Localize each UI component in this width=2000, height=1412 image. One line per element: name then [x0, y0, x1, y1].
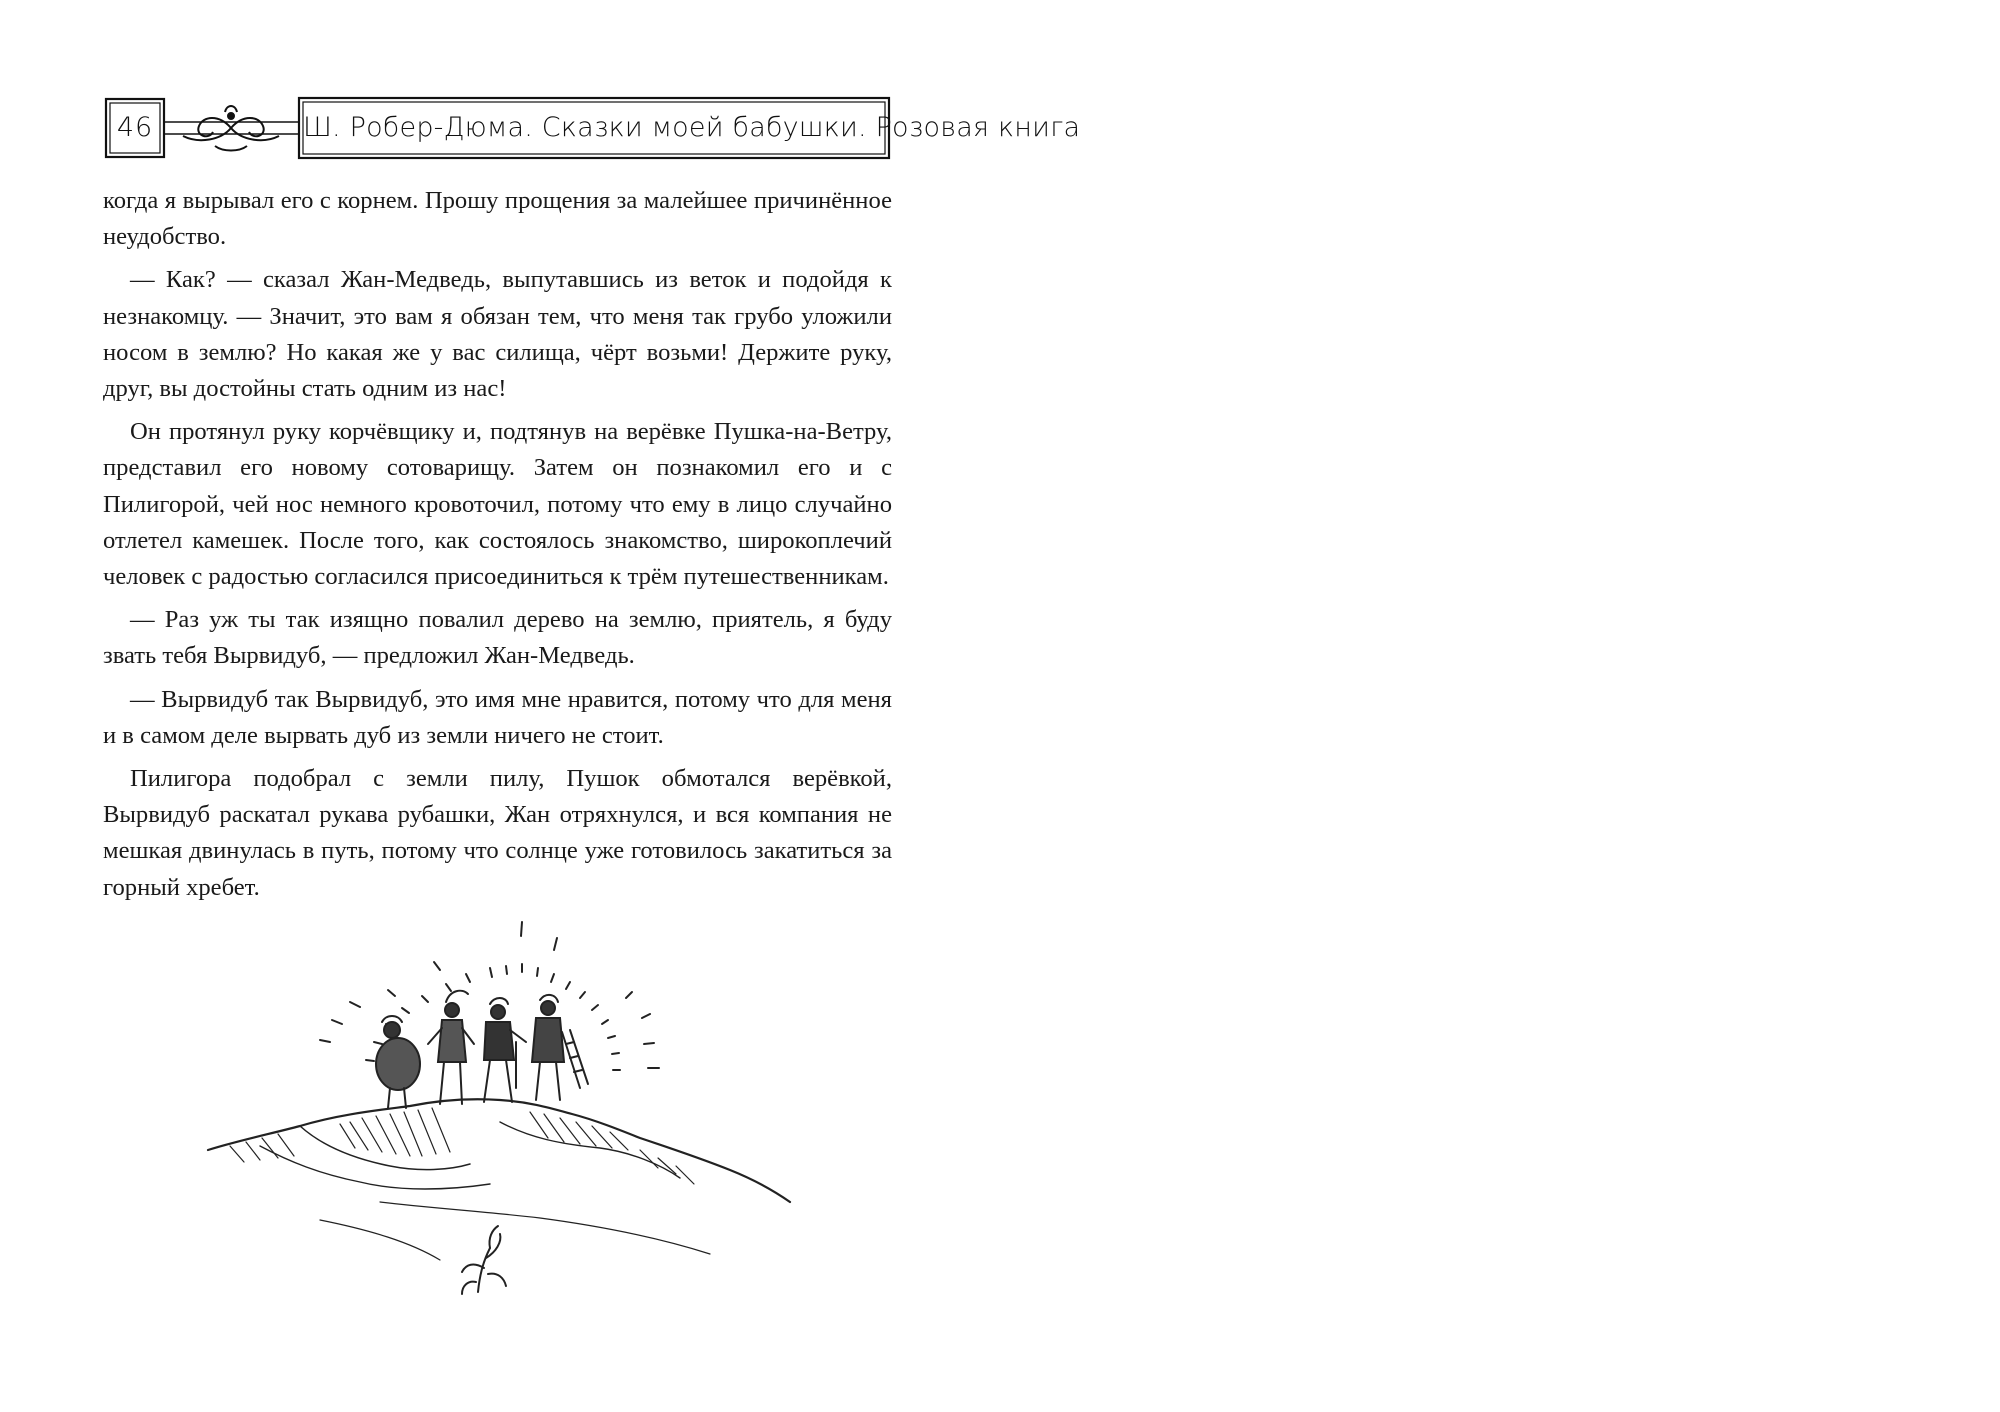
page-number: 46	[116, 112, 154, 143]
paragraph-3: Он протянул руку корчёвщику и, подтянув на верёвке Пушка-на-Ветру, представил его новому сотоварищу. Затем он познакомил его и с Пилигорой, чей нос немного кровоточил, потому что ему в лицо случайно отлетел камешек. После того, как состоялось знакомство, широкоплечий человек с радостью согласился присоединиться к трём путешественникам.	[103, 418, 892, 591]
ornament-icon	[183, 106, 279, 151]
paragraph-2: — Как? — сказал Жан-Медведь, выпутавшись из веток и подойдя к незнакомцу. — Значит, это вам я обязан тем, что меня так грубо уложили носом в землю? Но какая же у вас силища, чёрт возьми! Держите руку, друг, вы достойны стать одним из нас!	[103, 266, 892, 403]
running-header	[103, 94, 1081, 164]
paragraph-6: Пилигора подобрал с земли пилу, Пушок обмотался верёвкой, Вырвидуб раскатал рукава рубашки, Жан отряхнулся, и вся компания не мешкая двинулась в путь, потому что солнце уже готовилось закатиться за горный хребет.	[103, 765, 892, 901]
text-column	[103, 183, 892, 906]
paragraph-5: — Вырвидуб так Вырвидуб, это имя мне нравится, потому что для меня и в самом деле вырвать дуб из земли ничего не стоит.	[103, 685, 892, 749]
sunset-travelers-illustration-icon	[200, 912, 800, 1312]
illustration	[200, 912, 800, 1312]
paragraph-4: — Раз уж ты так изящно повалил дерево на землю, приятель, я буду звать тебя Вырвидуб, — предложил Жан-Медведь.	[103, 606, 892, 670]
paragraph-1: когда я вырывал его с корнем. Прошу прощения за малейшее причинённое неудобство.	[103, 187, 892, 251]
running-title: Ш. Робер-Дюма. Сказки моей бабушки. Розовая книга	[303, 112, 1081, 143]
